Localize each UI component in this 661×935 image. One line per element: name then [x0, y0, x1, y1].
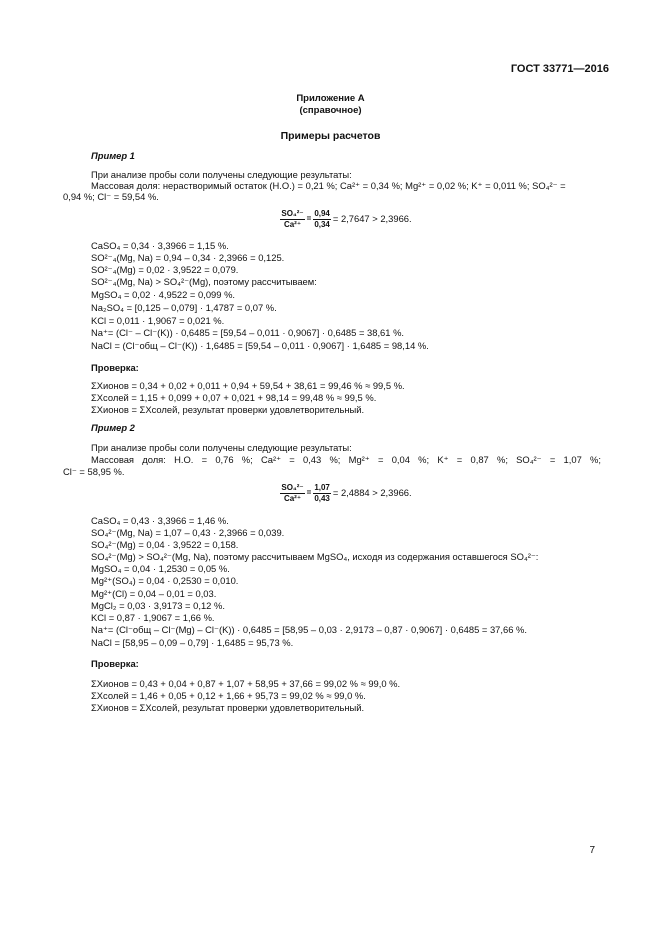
calc-line: SO₄²⁻(Mg) > SO₄²⁻(Mg, Na), поэтому рассчитываем MgSO₄, исходя из содержания оставшегося SO₄²⁻: — [91, 551, 539, 562]
ratio-denominator-value: 0,34 — [314, 219, 330, 229]
ratio-numerator-value: 0,94 — [314, 209, 330, 218]
calc-line: CaSO₄ = 0,43 · 3,3966 = 1,46 %. — [91, 515, 229, 526]
calc-line: KCl = 0,87 · 1,9067 = 1,66 %. — [91, 612, 215, 623]
ratio-labels — [280, 209, 304, 229]
example2-intro: При анализе пробы соли получены следующие результаты: — [91, 442, 352, 453]
ratio-labels — [280, 483, 304, 503]
calc-line: Na⁺= (Cl⁻ – Cl⁻(K)) · 0,6485 = [59,54 – 0,011 · 0,9067] · 0,6485 = 38,61 %. — [91, 327, 405, 338]
ratio-values — [313, 483, 331, 503]
document-id: ГОСТ 33771—2016 — [510, 63, 609, 75]
ratio-denominator-label: Ca²⁺ — [283, 493, 302, 503]
example1-intro: При анализе пробы соли получены следующие результаты: — [91, 169, 352, 180]
calc-line: KCl = 0,011 · 1,9067 = 0,021 %. — [91, 315, 225, 326]
appendix-subtitle: (справочное) — [299, 105, 362, 116]
ratio-numerator-label: SO₄²⁻ — [281, 483, 304, 492]
appendix-title: Приложение А — [296, 93, 365, 104]
calc-line: SO²⁻₄(Mg, Na) > SO₄²⁻(Mg), поэтому рассчитываем: — [91, 276, 317, 287]
example2-check-heading: Проверка: — [91, 658, 139, 669]
ratio-denominator-value: 0,43 — [314, 493, 330, 503]
ratio-numerator-label: SO₄²⁻ — [281, 209, 304, 218]
calc-line: Mg²⁺(Cl) = 0,04 – 0,01 = 0,03. — [91, 588, 217, 599]
example1-results-line2: 0,94 %; Cl⁻ = 59,54 %. — [63, 191, 159, 202]
calc-line: SO₄²⁻(Mg, Na) = 1,07 – 0,43 · 2,3966 = 0,039. — [91, 527, 285, 538]
example2-ratio: $\frac{\text{SO₄²⁻}}{\text{Ca²⁺}}$ = $\frac{1,07}{0,43}$ = 2,4884 > 2,3966. — [281, 483, 412, 503]
ratio-numerator-value: 1,07 — [314, 483, 330, 492]
calc-line: MgSO₄ = 0,04 · 1,2530 = 0,05 %. — [91, 563, 230, 574]
ratio-values — [313, 209, 331, 229]
example1-ratio: $\frac{\text{SO₄²⁻}}{\text{Ca²⁺}}$ = $\frac{0,94}{0,34}$ = 2,7647 > 2,3966. — [281, 209, 412, 229]
calc-line: NaCl = [58,95 – 0,09 – 0,79] · 1,6485 = 95,73 %. — [91, 637, 294, 648]
example1-check-heading: Проверка: — [91, 362, 139, 373]
calc-line: SO²⁻₄(Mg) = 0,02 · 3,9522 = 0,079. — [91, 264, 239, 275]
example1-results-line1: Массовая доля: нерастворимый остаток (Н.О.) = 0,21 %; Ca²⁺ = 0,34 %; Mg²⁺ = 0,02 %; K⁺ = 0,011 %; SO₄²⁻ = — [91, 180, 566, 191]
check-line: ΣXионов = 0,43 + 0,04 + 0,87 + 1,07 + 58,95 + 37,66 = 99,02 % ≈ 99,0 %. — [91, 678, 401, 689]
calc-line: NaCl = (Cl⁻общ – Cl⁻(K)) · 1,6485 = [59,54 – 0,011 · 0,9067] · 1,6485 = 98,14 %. — [91, 340, 429, 351]
check-line: ΣXсолей = 1,46 + 0,05 + 0,12 + 1,66 + 95,73 = 99,02 % ≈ 99,0 %. — [91, 690, 366, 701]
example2-heading: Пример 2 — [91, 422, 135, 433]
calc-line: SO²⁻₄(Mg, Na) = 0,94 – 0,34 · 2,3966 = 0,125. — [91, 252, 285, 263]
check-line: ΣXионов = ΣXсолей, результат проверки удовлетворительный. — [91, 404, 365, 415]
check-line: ΣXионов = ΣXсолей, результат проверки удовлетворительный. — [91, 702, 365, 713]
ratio-result: = 2,7647 > 2,3966. — [332, 213, 412, 225]
page-number: 7 — [589, 845, 595, 856]
example2-results-line1: Массовая доля: Н.О. = 0,76 %; Ca²⁺ = 0,43 %; Mg²⁺ = 0,04 %; K⁺ = 0,87 %; SO₄²⁻ = 1,07 %; — [91, 454, 601, 465]
section-title: Примеры расчетов — [280, 130, 381, 142]
calc-line: MgSO₄ = 0,02 · 4,9522 = 0,099 %. — [91, 289, 236, 300]
example2-results-line2: Cl⁻ = 58,95 %. — [63, 466, 125, 477]
calc-line: MgCl₂ = 0,03 · 3,9173 = 0,12 %. — [91, 600, 225, 611]
ratio-result: = 2,4884 > 2,3966. — [332, 487, 412, 499]
calc-line: CaSO₄ = 0,34 · 3,3966 = 1,15 %. — [91, 240, 229, 251]
check-line: ΣXсолей = 1,15 + 0,099 + 0,07 + 0,021 + 98,14 = 99,48 % ≈ 99,5 %. — [91, 392, 377, 403]
check-line: ΣXионов = 0,34 + 0,02 + 0,011 + 0,94 + 59,54 + 38,61 = 99,46 % ≈ 99,5 %. — [91, 380, 405, 391]
example1-heading: Пример 1 — [91, 150, 135, 161]
ratio-denominator-label: Ca²⁺ — [283, 219, 302, 229]
calc-line: Na₂SO₄ = [0,125 – 0,079] · 1,4787 = 0,07 %. — [91, 302, 277, 313]
calc-line: SO₄²⁻(Mg) = 0,04 · 3,9522 = 0,158. — [91, 539, 239, 550]
calc-line: Mg²⁺(SO₄) = 0,04 · 0,2530 = 0,010. — [91, 575, 239, 586]
calc-line: Na⁺= (Cl⁻общ – Cl⁻(Mg) – Cl⁻(K)) · 0,6485 = [58,95 – 0,03 · 2,9173 – 0,87 · 0,9067] · 0,6485 = 37,66 %. — [91, 624, 527, 635]
